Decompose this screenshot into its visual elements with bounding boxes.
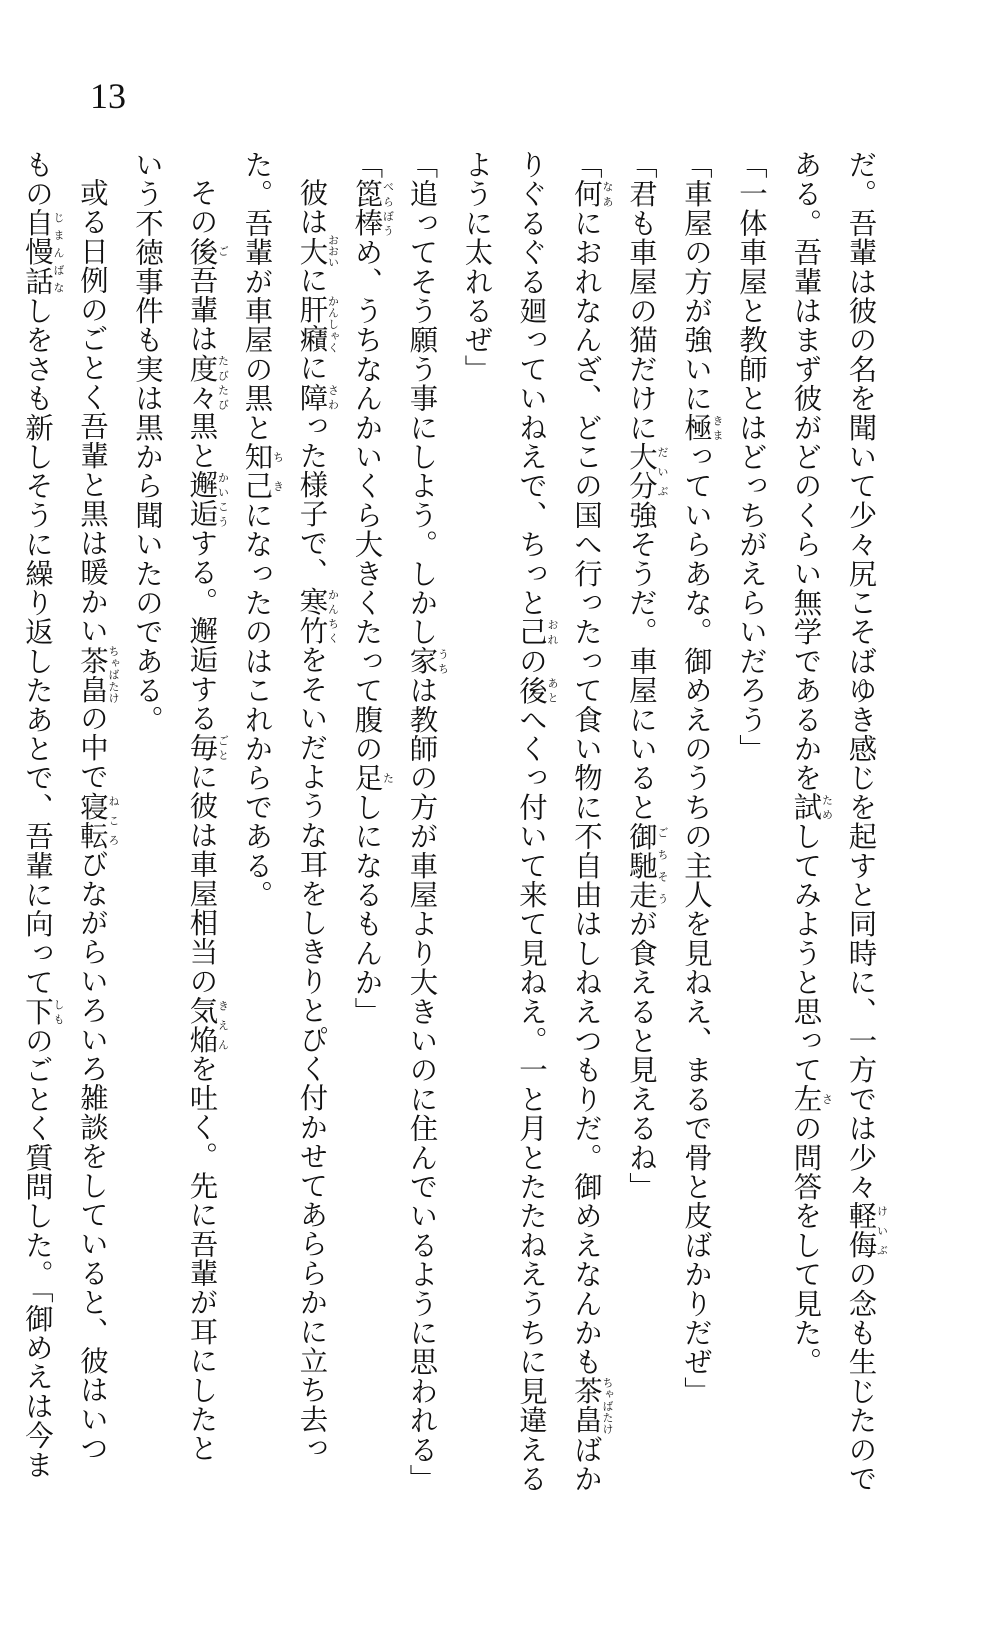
furigana: 御馳走ごちそう xyxy=(625,821,669,910)
text-line: ように太れるぜ」 xyxy=(460,150,494,384)
furigana: 毎ごと xyxy=(185,733,230,763)
furigana: 自慢話じまんばな xyxy=(21,208,65,297)
text-line: 或る日例のごとく吾輩と黒は暖かい茶畠ちゃばたけの中で寝転ねころびながらいろいろ雑談をしていると、彼はいつ xyxy=(76,178,120,1464)
furigana: 後あと xyxy=(515,675,559,705)
body-text xyxy=(10,150,889,1540)
page-number: 13 xyxy=(90,76,126,116)
text-line: 「何なあにおれなんざ、どこの国へ行ったって食い物に不自由はしねえつもりだ。御めえなんかも茶畠ちゃばたけばか xyxy=(570,150,614,1494)
furigana: 大分だいぶ xyxy=(625,442,669,501)
furigana: 大おおい xyxy=(295,234,340,268)
furigana: 度々たびたび xyxy=(185,353,230,413)
furigana: 寝転ねころ xyxy=(76,791,120,851)
text-line: 「追ってそう願う事にしよう。しかし家うちは教師の方が車屋より大きいのに住んでいるように思われる」 xyxy=(405,150,450,1494)
furigana: 足た xyxy=(350,763,395,793)
furigana: 茶畠ちゃばたけ xyxy=(76,645,120,704)
text-line: だ。吾輩は彼の名を聞いて少々尻こそばゆき感じを起すと同時に、一方では少々軽侮けいぶの念も生じたので xyxy=(844,150,889,1494)
furigana: 試ため xyxy=(789,792,834,822)
furigana: 極きま xyxy=(680,412,724,443)
furigana: 軽侮けいぶ xyxy=(844,1201,889,1260)
text-line: 「車屋の方が強いに極きまっていらあな。御めえのうちの主人を見ねえ、まるで骨と皮ばかりだぜ」 xyxy=(680,150,724,1406)
text-line: ある。吾輩はまず彼がどのくらい無学であるかを試ためしてみようと思って左さの問答をして見た。 xyxy=(789,150,834,1377)
furigana: 気焔きえん xyxy=(185,996,230,1055)
furigana: 箆棒べらぼう xyxy=(350,179,395,238)
furigana: 寒竹かんちく xyxy=(295,587,340,646)
furigana: 知己ちき xyxy=(240,442,285,501)
text-line: もの自慢話じまんばなしをさも新しそうに繰り返したあとで、吾輩に向って下しものごとく質問した。「御めえは今ま xyxy=(21,150,65,1480)
text-line: いう不徳事件も実は黒から聞いたのである。 xyxy=(131,150,164,734)
furigana: 左さ xyxy=(789,1084,834,1114)
furigana: 邂逅かいこう xyxy=(185,470,230,529)
furigana: 己おれ xyxy=(515,617,559,647)
furigana: 後ご xyxy=(185,236,230,266)
text-line: 「一体車屋と教師とはどっちがえらいだろう」 xyxy=(735,150,768,764)
furigana: 茶畠ちゃばたけ xyxy=(570,1376,614,1435)
furigana: 家うち xyxy=(405,646,450,676)
text-line: 彼は大おおいに肝癪かんしゃくに障さわった様子で、寒竹かんちくをそいだような耳をしきりとぴく付かせてあららかに立ち去っ xyxy=(295,178,340,1464)
text-line: りぐるぐる廻っていねえで、ちっと己おれの後あとへくっ付いて来て見ねえ。一と月とたたねえうちに見違える xyxy=(515,150,559,1494)
text-line: 「箆棒べらぼうめ、うちなんかいくら大きくたって腹の足たしになるもんか」 xyxy=(350,150,395,1027)
text-line: 「君も車屋の猫だけに大分だいぶ強そうだ。車屋にいると御馳走ごちそうが食えると見えるね」 xyxy=(625,150,669,1202)
furigana: 何なあ xyxy=(570,179,614,209)
text-line: その後ご吾輩は度々たびたび黒と邂逅かいこうする。邂逅する毎ごとに彼は車屋相当の気焔きえんを吐く。先に吾輩が耳にしたと xyxy=(185,178,230,1464)
furigana: 障さわ xyxy=(295,382,340,413)
furigana: 下しも xyxy=(21,996,65,1027)
text-line: た。吾輩が車屋の黒と知己ちきになったのはこれからである。 xyxy=(240,150,285,910)
furigana: 肝癪かんしゃく xyxy=(295,295,340,354)
